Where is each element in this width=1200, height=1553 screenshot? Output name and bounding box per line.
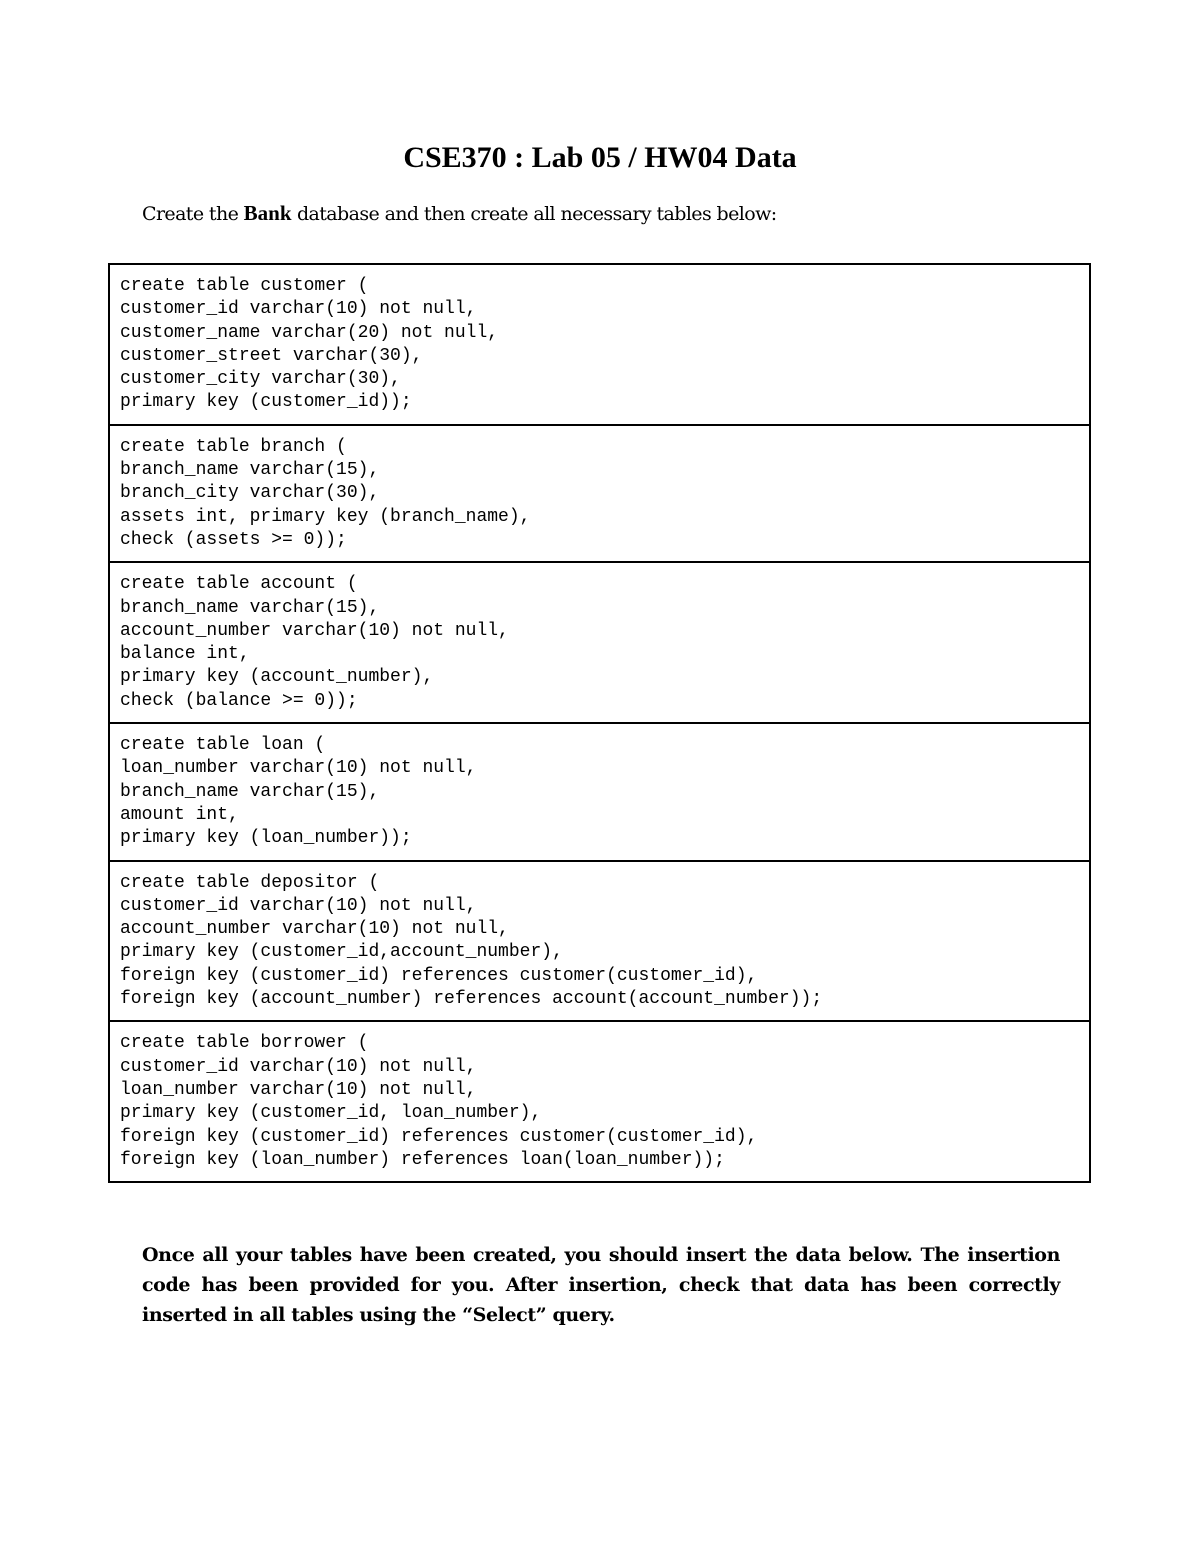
sql-code-line: primary key (customer_id)); (120, 392, 412, 413)
sql-code-line: amount int, (120, 804, 239, 825)
sql-code-line: loan_number varchar(10) not null, (120, 758, 477, 779)
create-table-customer-block (109, 264, 1090, 425)
sql-code-line: loan_number varchar(10) not null, (120, 1079, 477, 1100)
intro-text-start: Create the (142, 203, 244, 225)
sql-code-table-body (109, 264, 1090, 1182)
sql-code-line: customer_id varchar(10) not null, (120, 895, 477, 916)
create-table-branch-block (109, 425, 1090, 562)
sql-code-line: account_number varchar(10) not null, (120, 620, 509, 641)
sql-code-line: create table branch ( (120, 436, 347, 457)
sql-code-line: create table borrower ( (120, 1033, 369, 1054)
sql-code-line: branch_name varchar(15), (120, 460, 380, 481)
sql-code-line: customer_id varchar(10) not null, (120, 299, 477, 320)
sql-code-line: primary key (customer_id,account_number), (120, 942, 563, 963)
sql-code-line: branch_city varchar(30), (120, 483, 380, 504)
sql-code-line: customer_id varchar(10) not null, (120, 1056, 477, 1077)
intro-text-end: database and then create all necessary tables below: (291, 203, 777, 225)
sql-code-line: branch_name varchar(15), (120, 597, 380, 618)
sql-code-line: customer_city varchar(30), (120, 369, 401, 390)
sql-code-line: customer_name varchar(20) not null, (120, 322, 499, 343)
sql-code-line: create table loan ( (120, 735, 326, 756)
sql-code-line: foreign key (customer_id) references customer(customer_id), (120, 1126, 758, 1147)
sql-block-row (109, 1021, 1090, 1182)
sql-block-row (109, 425, 1090, 562)
sql-code-line: create table customer ( (120, 276, 369, 296)
sql-code-line: create table depositor ( (120, 872, 380, 893)
sql-code-line: customer_street varchar(30), (120, 345, 423, 366)
create-table-depositor-block (109, 861, 1090, 1022)
create-table-borrower-block (109, 1021, 1090, 1182)
page-title: CSE370 : Lab 05 / HW04 Data (403, 141, 797, 174)
sql-block-row (109, 723, 1090, 860)
sql-code-line: foreign key (account_number) references account(account_number)); (120, 989, 823, 1010)
sql-code-line: account_number varchar(10) not null, (120, 919, 509, 940)
sql-code-line: primary key (customer_id, loan_number), (120, 1103, 542, 1124)
sql-code-line: check (assets >= 0)); (120, 529, 347, 550)
sql-code-table (108, 263, 1091, 1183)
sql-code-line: check (balance >= 0)); (120, 690, 358, 711)
sql-code-line: balance int, (120, 644, 250, 665)
sql-code-line: foreign key (customer_id) references customer(customer_id), (120, 965, 758, 986)
sql-code-line: branch_name varchar(15), (120, 781, 380, 802)
sql-code-line: primary key (loan_number)); (120, 828, 412, 849)
sql-code-line: foreign key (loan_number) references loan(loan_number)); (120, 1149, 725, 1170)
instructions-paragraph: Once all your tables have been created, you should insert the data below. The insertion code has been provided for you. After insertion, check that data has been correctly inserted in all tables using the “Select” query. (142, 1244, 1060, 1326)
create-table-loan-block (109, 723, 1090, 860)
create-table-account-block (109, 562, 1090, 723)
sql-block-row (109, 264, 1090, 425)
sql-code-line: create table account ( (120, 574, 358, 595)
sql-code-line: primary key (account_number), (120, 667, 434, 688)
sql-code-line: assets int, primary key (branch_name), (120, 506, 531, 527)
intro-text (142, 199, 777, 228)
sql-block-row (109, 861, 1090, 1022)
database-name: Bank (243, 201, 292, 225)
sql-block-row (109, 562, 1090, 723)
